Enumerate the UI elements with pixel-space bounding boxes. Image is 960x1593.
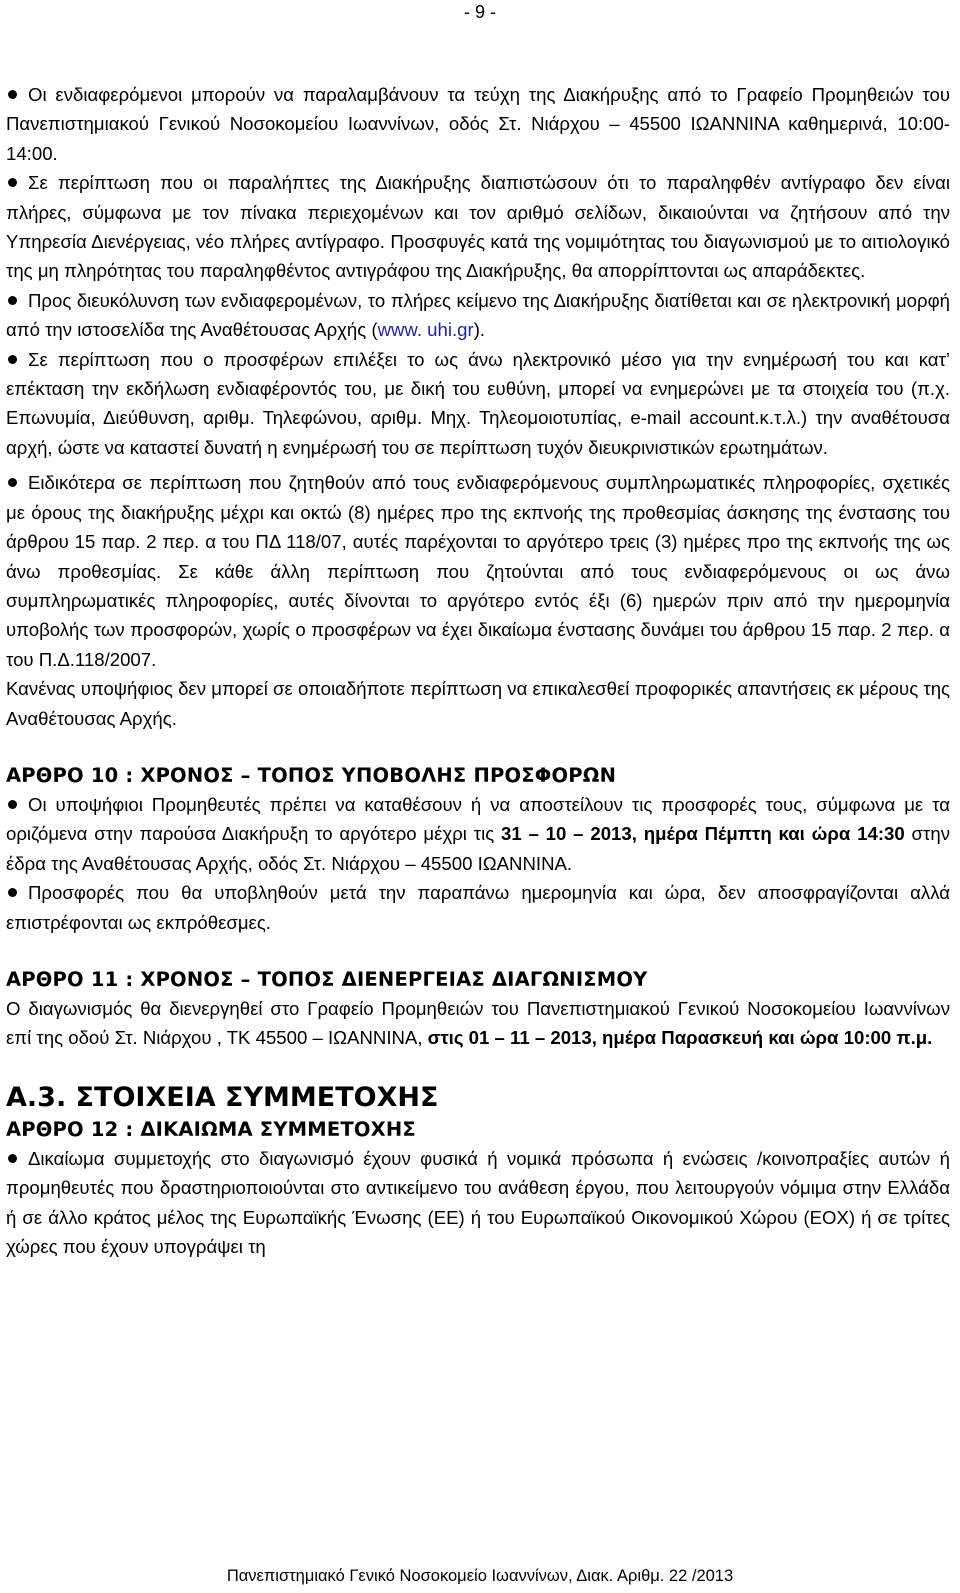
article-11-text [6, 994, 950, 1053]
bullet-icon [8, 888, 17, 897]
paragraph-electronic-notification [6, 345, 950, 463]
paragraph-text: Δικαίωμα συμμετοχής στο διαγωνισμό έχουν φυσικά ή νομικά πρόσωπα ή ενώσεις /κοινοπραξίες αυτών ή προμηθευτές που δραστηριοποιούνται στο αντικείμενο του ανάθεση έργου, που λειτουργούν νόμιμα στην Ελλάδα ή σε άλλο κράτος μέλος της Ευρωπαϊκής Ένωσης (ΕΕ) ή του Ευρωπαϊκού Οικονομικού Χώρου (ΕΟΧ) ή σε τρίτες χώρες που έχουν υπογράψει τη [6, 1147, 950, 1257]
bullet-icon [8, 355, 17, 364]
paragraph-text-end: ). [473, 319, 486, 341]
bullet-icon [8, 296, 17, 305]
paragraph-text: Οι υποψήφιοι Προμηθευτές πρέπει να καταθέσουν ή να αποστείλουν τις προσφορές τους, σύμφωνα με τα οριζόμενα στην παρούσα Διακήρυξη το αργότερο μέχρι τις [6, 793, 950, 845]
paragraph-text: Σε περίπτωση που οι παραλήπτες της Διακήρυξης διαπιστώσουν ότι το παραληφθέν αντίγραφο δεν είναι πλήρες, σύμφωνα με τον πίνακα περιεχομένων και τον αριθμό σελίδων, δικαιούνται να ζητήσουν από την Υπηρεσία Διενέργειας, νέο πλήρες αντίγραφο. Προσφυγές κατά της νομιμότητας του διαγωνισμού με το αιτιολογικό της μη πληρότητας του παραληφθέντος αντιγράφου της Διακήρυξης, θα απορρίπτονται ως απαράδεκτες. [6, 172, 950, 282]
article-11-heading: ΑΡΘΡΟ 11 : ΧΡΟΝΟΣ – ΤΟΠΟΣ ΔΙΕΝΕΡΓΕΙΑΣ ΔΙΑΓΩΝΙΣΜΟΥ [6, 967, 648, 991]
bullet-icon [8, 1154, 17, 1163]
website-link[interactable]: www. uhi.gr [377, 319, 474, 341]
paragraph-text: Οι ενδιαφερόμενοι μπορούν να παραλαμβάνουν τα τεύχη της Διακήρυξης από το Γραφείο Προμηθειών του Πανεπιστημιακού Γενικού Νοσοκομείου Ιωαννίνων, οδός Στ. Νιάρχου – 45500 ΙΩΑΝΝΙΝΑ καθημερινά, 10:00-14:00. [6, 84, 950, 164]
article-12-heading: ΑΡΘΡΟ 12 : ΔΙΚΑΙΩΜΑ ΣΥΜΜΕΤΟΧΗΣ [6, 1117, 416, 1141]
article-10-deadline [6, 790, 950, 878]
paragraph-collection-info [6, 80, 950, 168]
article-10-heading: ΑΡΘΡΟ 10 : ΧΡΟΝΟΣ – ΤΟΠΟΣ ΥΠΟΒΟΛΗΣ ΠΡΟΣΦΟΡΩΝ [6, 763, 617, 787]
paragraph-text: Ειδικότερα σε περίπτωση που ζητηθούν από τους ενδιαφερόμενους συμπληρωματικές πληροφορίες, σχετικές με όρους της διακήρυξης μέχρι και οκτώ (8) ημέρες προ της εκπνοής της προθεσμίας άσκησης της ένστασης του άρθρου 15 παρ. 2 περ. α του ΠΔ 118/07, αυτές παρέχονται το αργότερο τρεις (3) ημέρες προ της εκπνοής της ως άνω προθεσμίας. Σε κάθε άλλη περίπτωση που ζητούνται από τους ενδιαφερόμενους οι ως άνω συμπληρωματικές πληροφορίες, αυτές δίνονται το αργότερο εντός έξι (6) ημερών πριν από την ημερομηνία υποβολής των προσφορών, χωρίς ο προσφέρων να έχει δικαίωμα ένστασης δυνάμει του άρθρου 15 παρ. 2 περ. α του Π.Δ.118/2007. [6, 472, 950, 670]
paragraph-text: Σε περίπτωση που ο προσφέρων επιλέξει το ως άνω ηλεκτρονικό μέσο για την ενημέρωσή του και κατ’ επέκταση την εκδήλωση ενδιαφέροντός του, με δική του ευθύνη, μπορεί να ενημερώνει με τα στοιχεία του (π.χ. Επωνυμία, Διεύθυνση, αριθμ. Τηλεφώνου, αριθμ. Μηχ. Τηλεομοιοτυπίας, e-mail account.κ.τ.λ.) την αναθέτουσα αρχή, ώστε να καταστεί δυνατή η ενημέρωσή του σε περίπτωση τυχόν διευκρινιστικών ερωτημάτων. [6, 348, 950, 458]
bullet-icon [8, 800, 17, 809]
paragraph-text-end: στην έδρα της Αναθέτουσας Αρχής, οδός Στ. Νιάρχου – 45500 ΙΩΑΝΝΙΝΑ. [6, 823, 950, 874]
bullet-icon [8, 478, 17, 487]
page-number: - 9 - [463, 2, 496, 22]
paragraph-text: Προς διευκόλυνση των ενδιαφερομένων, το πλήρες κείμενο της Διακήρυξης διατίθεται και σε ηλεκτρονική μορφή από την ιστοσελίδα της Αναθέτουσας Αρχής ( [6, 289, 950, 341]
page-footer: Πανεπιστημιακό Γενικό Νοσοκομείο Ιωαννίνων, Διακ. Αριθμ. 22 /2013 [226, 1567, 734, 1585]
paragraph-text: Ο διαγωνισμός θα διενεργηθεί στο Γραφείο Προμηθειών του Πανεπιστημιακού Γενικού Νοσοκομείου Ιωαννίνων επί της οδού Στ. Νιάρχου , ΤΚ 45500 – ΙΩΑΝΝΙΝΑ, [6, 997, 950, 1049]
paragraph-supplementary-info [6, 468, 950, 674]
paragraph-incomplete-copy [6, 168, 950, 286]
bullet-icon [8, 178, 17, 187]
article-10-late-offers [6, 878, 950, 937]
section-heading: Α.3. ΣΤΟΙΧΕΙΑ ΣΥΜΜΕΤΟΧΗΣ [6, 1081, 439, 1113]
document-body [6, 80, 950, 1261]
tender-date: στις 01 – 11 – 2013, ημέρα Παρασκευή και ώρα 10:00 π.μ. [427, 1027, 933, 1049]
bullet-icon [8, 90, 17, 99]
paragraph-oral-answers: Κανένας υποψήφιος δεν μπορεί σε οποιαδήποτε περίπτωση να επικαλεσθεί προφορικές απαντήσεις εκ μέρους της Αναθέτουσας Αρχής. [6, 678, 950, 729]
paragraph-electronic-form [6, 286, 950, 345]
deadline-date: 31 – 10 – 2013, ημέρα Πέμπτη και ώρα 14:30 [501, 823, 905, 845]
paragraph-text: Προσφορές που θα υποβληθούν μετά την παραπάνω ημερομηνία και ώρα, δεν αποσφραγίζονται αλλά επιστρέφονται ως εκπρόθεσμες. [6, 882, 950, 933]
article-12-eligibility [6, 1144, 950, 1262]
